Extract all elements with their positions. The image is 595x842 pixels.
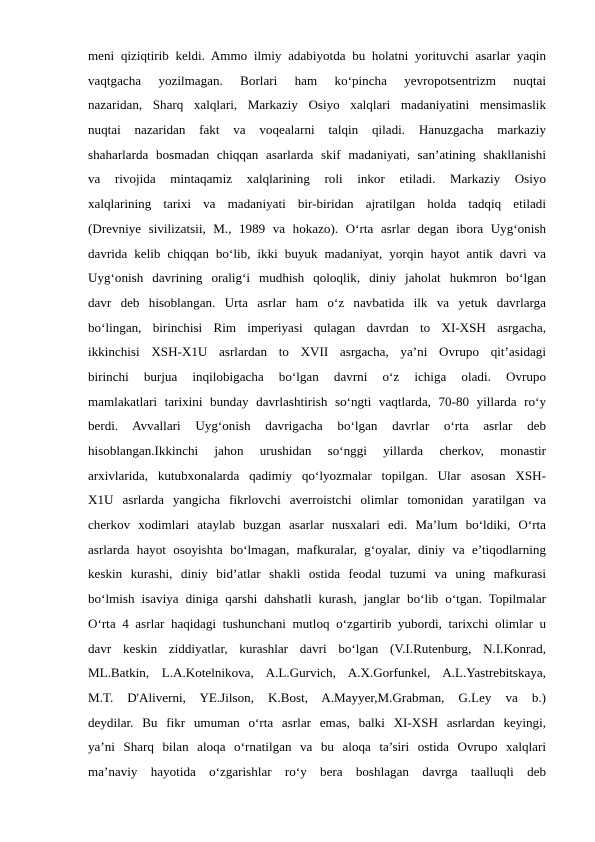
text-line: M.T. D'Aliverni, YE.Jilson, K.Bost, A.Mayyer,M.Grabman, G.Ley va b.) bbox=[88, 689, 546, 705]
text-line: va rivojida mintaqamiz xalqlarining roli inkor etiladi. Markaziy Osiyo bbox=[88, 171, 546, 187]
text-line: davr deb hisoblangan. Urta asrlar ham o‘z navbatida ilk va yetuk davrlarga bbox=[88, 294, 546, 310]
text-line: ya’ni Sharq bilan aloqa o‘rnatilgan va bu aloqa ta’siri ostida Ovrupo xalqlari bbox=[88, 739, 546, 755]
text-line: hisoblangan.Ikkinchi jahon urushidan so‘nggi yillarda cherkov, monastir bbox=[88, 443, 546, 458]
text-line: deydilar. Bu fikr umuman o‘rta asrlar emas, balki XI-XSH asrlardan keyingi, bbox=[88, 714, 546, 730]
text-line: davrida kelib chiqqan bo‘lib, ikki buyuk madaniyat, yorqin hayot antik davri va bbox=[88, 245, 546, 261]
text-line: Uyg‘onish davrining oralig‘i mudhish qoloqlik, diniy jaholat hukmron bo‘lgan bbox=[88, 270, 546, 286]
text-line: vaqtgacha yozilmagan. Borlari ham ko‘pincha yevropotsentrizm nuqtai bbox=[88, 72, 546, 88]
text-line: arxivlarida, kutubxonalarda qadimiy qo‘lyozmalar topilgan. Ular asosan XSH- bbox=[88, 467, 546, 483]
text-line: bo‘lmish isaviya diniga qarshi dahshatli kurash, janglar bo‘lib o‘tgan. Topilmalar bbox=[88, 591, 546, 607]
text-line: ma’naviy hayotida o‘zgarishlar ro‘y bera boshlagan davrga taalluqli deb bbox=[88, 763, 546, 779]
text-line: O‘rta 4 asrlar haqidagi tushunchani mutloq o‘zgartirib yubordi, tarixchi olimlar u bbox=[88, 615, 546, 631]
text-line: asrlarda hayot osoyishta bo‘lmagan, mafkuralar, g‘oyalar, diniy va e’tiqodlarning bbox=[88, 541, 546, 557]
text-line: shaharlarda bosmadan chiqqan asarlarda skif madaniyati, san’atining shakllanishi bbox=[88, 146, 546, 162]
text-line: birinchi burjua inqilobigacha bo‘lgan davrni o‘z ichiga oladi. Ovrupo bbox=[88, 368, 546, 384]
text-line: bo‘lingan, birinchisi Rim imperiyasi qulagan davrdan to XI-XSH asrgacha, bbox=[88, 319, 546, 335]
text-line: X1U asrlarda yangicha fikrlovchi averroistchi olimlar tomonidan yaratilgan va bbox=[88, 492, 546, 508]
text-line: meni qiziqtirib keldi. Ammo ilmiy adabiyotda bu holatni yorituvchi asarlar yaqin bbox=[88, 48, 546, 63]
text-line: berdi. Avvallari Uyg‘onish davrigacha bo‘lgan davrlar o‘rta asrlar deb bbox=[88, 418, 546, 434]
text-line: cherkov xodimlari ataylab buzgan asarlar nusxalari edi. Ma’lum bo‘ldiki, O‘rta bbox=[88, 517, 546, 533]
text-line: mamlakatlari tarixini bunday davrlashtirish so‘ngti vaqtlarda, 70-80 yillarda ro‘y bbox=[88, 393, 546, 409]
text-line: nazaridan, Sharq xalqlari, Markaziy Osiyo xalqlari madaniyatini mensimaslik bbox=[88, 97, 546, 113]
text-line: ikkinchisi XSH-X1U asrlardan to XVII asrgacha, ya’ni Ovrupo qit’asidagi bbox=[88, 344, 546, 360]
text-line: (Drevniye sivilizatsii, M., 1989 va hokazo). O‘rta asrlar degan ibora Uyg‘onish bbox=[88, 220, 546, 236]
text-line: xalqlarining tarixi va madaniyati bir-biridan ajratilgan holda tadqiq etiladi bbox=[88, 196, 546, 212]
body-text bbox=[88, 44, 546, 785]
text-line: nuqtai nazaridan fakt va voqealarni talqin qiladi. Hanuzgacha markaziy bbox=[88, 122, 546, 138]
text-line: ML.Batkin, L.A.Kotelnikova, A.L.Gurvich, A.X.Gorfunkel, A.L.Yastrebitskaya, bbox=[88, 665, 546, 681]
text-line: keskin kurashi, diniy bid’atlar shakli ostida feodal tuzumi va uning mafkurasi bbox=[88, 566, 546, 582]
text-line: davr keskin ziddiyatlar, kurashlar davri bo‘lgan (V.I.Rutenburg, N.I.Konrad, bbox=[88, 640, 546, 656]
